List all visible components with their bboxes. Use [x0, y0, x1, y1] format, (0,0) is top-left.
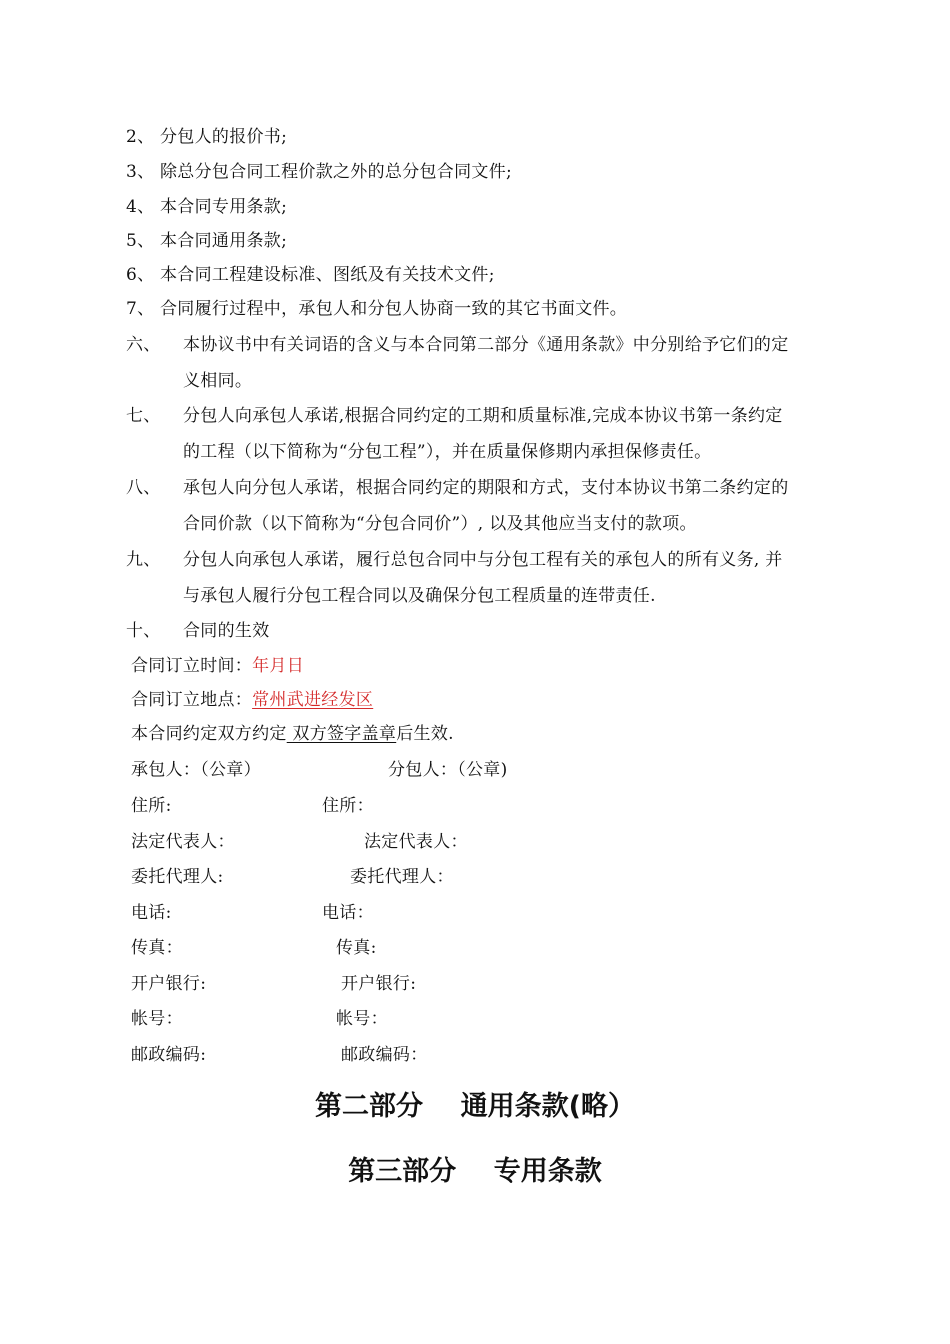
- subcontractor-postcode: 邮政编码：: [341, 1045, 428, 1065]
- contractor-bank: 开户银行:: [131, 974, 207, 994]
- subcontractor-agent: 委托代理人：: [350, 867, 454, 887]
- article-number: 六、: [126, 335, 161, 355]
- item-number: 7、: [126, 299, 155, 319]
- item-text: 除总分包合同工程价款之外的总分包合同文件;: [160, 162, 513, 182]
- part-three-number: 第三部分: [348, 1156, 457, 1187]
- part-two-number: 第二部分: [315, 1091, 424, 1122]
- contractor-seal: 承包人：（公章）: [131, 760, 261, 780]
- item-text: 合同履行过程中，承包人和分包人协商一致的其它书面文件。: [160, 299, 628, 319]
- article-text: 承包人向分包人承诺，根据合同约定的期限和方式，支付本协议书第二条约定的: [183, 478, 789, 498]
- item-text: 本合同工程建设标准、图纸及有关技术文件;: [160, 265, 495, 285]
- item-number: 3、: [126, 162, 155, 182]
- item-text: 本合同通用条款;: [160, 231, 288, 251]
- article-number: 七、: [126, 406, 161, 426]
- article-number: 九、: [126, 550, 161, 570]
- subcontractor-phone: 电话：: [322, 903, 374, 923]
- article-text-continued: 义相同。: [183, 371, 253, 391]
- item-number: 5、: [126, 231, 155, 251]
- item-text: 本合同专用条款;: [160, 197, 288, 217]
- signing-place-label: 合同订立地点：: [131, 690, 253, 710]
- article-text: 合同的生效: [183, 621, 270, 641]
- article-text-continued: 与承包人履行分包工程合同以及确保分包工程质量的连带责任.: [183, 586, 656, 606]
- subcontractor-bank: 开户银行:: [341, 974, 417, 994]
- contractor-phone: 电话:: [131, 903, 172, 923]
- effect-condition-value: 双方签字盖章: [286, 724, 397, 744]
- article-text: 分包人向承包人承诺,根据合同约定的工期和质量标准,完成本协议书第一条约定: [183, 406, 783, 426]
- article-text: 分包人向承包人承诺，履行总包合同中与分包工程有关的承包人的所有义务, 并: [183, 550, 783, 570]
- signing-place-line: [131, 688, 373, 712]
- article-number: 十、: [126, 621, 161, 641]
- contractor-postcode: 邮政编码:: [131, 1045, 207, 1065]
- part-two-heading: [0, 1084, 950, 1123]
- article-text-continued: 合同价款（以下简称为“分包合同价”）, 以及其他应当支付的款项。: [183, 514, 697, 534]
- contractor-address: 住所:: [131, 796, 172, 816]
- item-number: 4、: [126, 197, 155, 217]
- item-text: 分包人的报价书;: [160, 127, 288, 147]
- effect-condition-prefix: 本合同约定双方约定: [131, 724, 287, 744]
- article-text: 本协议书中有关词语的含义与本合同第二部分《通用条款》中分别给予它们的定: [183, 335, 789, 355]
- effect-condition-suffix: 后生效.: [396, 724, 454, 744]
- article-number: 八、: [126, 478, 161, 498]
- subcontractor-account: 帐号：: [336, 1009, 388, 1029]
- contractor-fax: 传真：: [131, 938, 183, 958]
- signing-date-line: [131, 654, 304, 678]
- contractor-account: 帐号：: [131, 1009, 183, 1029]
- signing-place-value: 常州武进经发区: [252, 690, 374, 710]
- item-number: 2、: [126, 127, 155, 147]
- contractor-legal-rep: 法定代表人：: [131, 832, 235, 852]
- item-number: 6、: [126, 265, 155, 285]
- part-three-heading: [0, 1149, 950, 1188]
- subcontractor-seal: 分包人：（公章): [388, 760, 508, 780]
- part-three-name: 专用条款: [493, 1156, 602, 1187]
- contractor-agent: 委托代理人:: [131, 867, 224, 887]
- subcontractor-address: 住所：: [322, 796, 374, 816]
- signing-date-value: 年月日: [252, 656, 305, 676]
- subcontractor-legal-rep: 法定代表人：: [364, 832, 468, 852]
- subcontractor-fax: 传真:: [336, 938, 377, 958]
- signing-date-label: 合同订立时间：: [131, 656, 253, 676]
- effect-condition-line: [131, 722, 454, 746]
- article-text-continued: 的工程（以下简称为“分包工程”），并在质量保修期内承担保修责任。: [183, 442, 712, 462]
- part-two-name: 通用条款(略）: [460, 1091, 635, 1122]
